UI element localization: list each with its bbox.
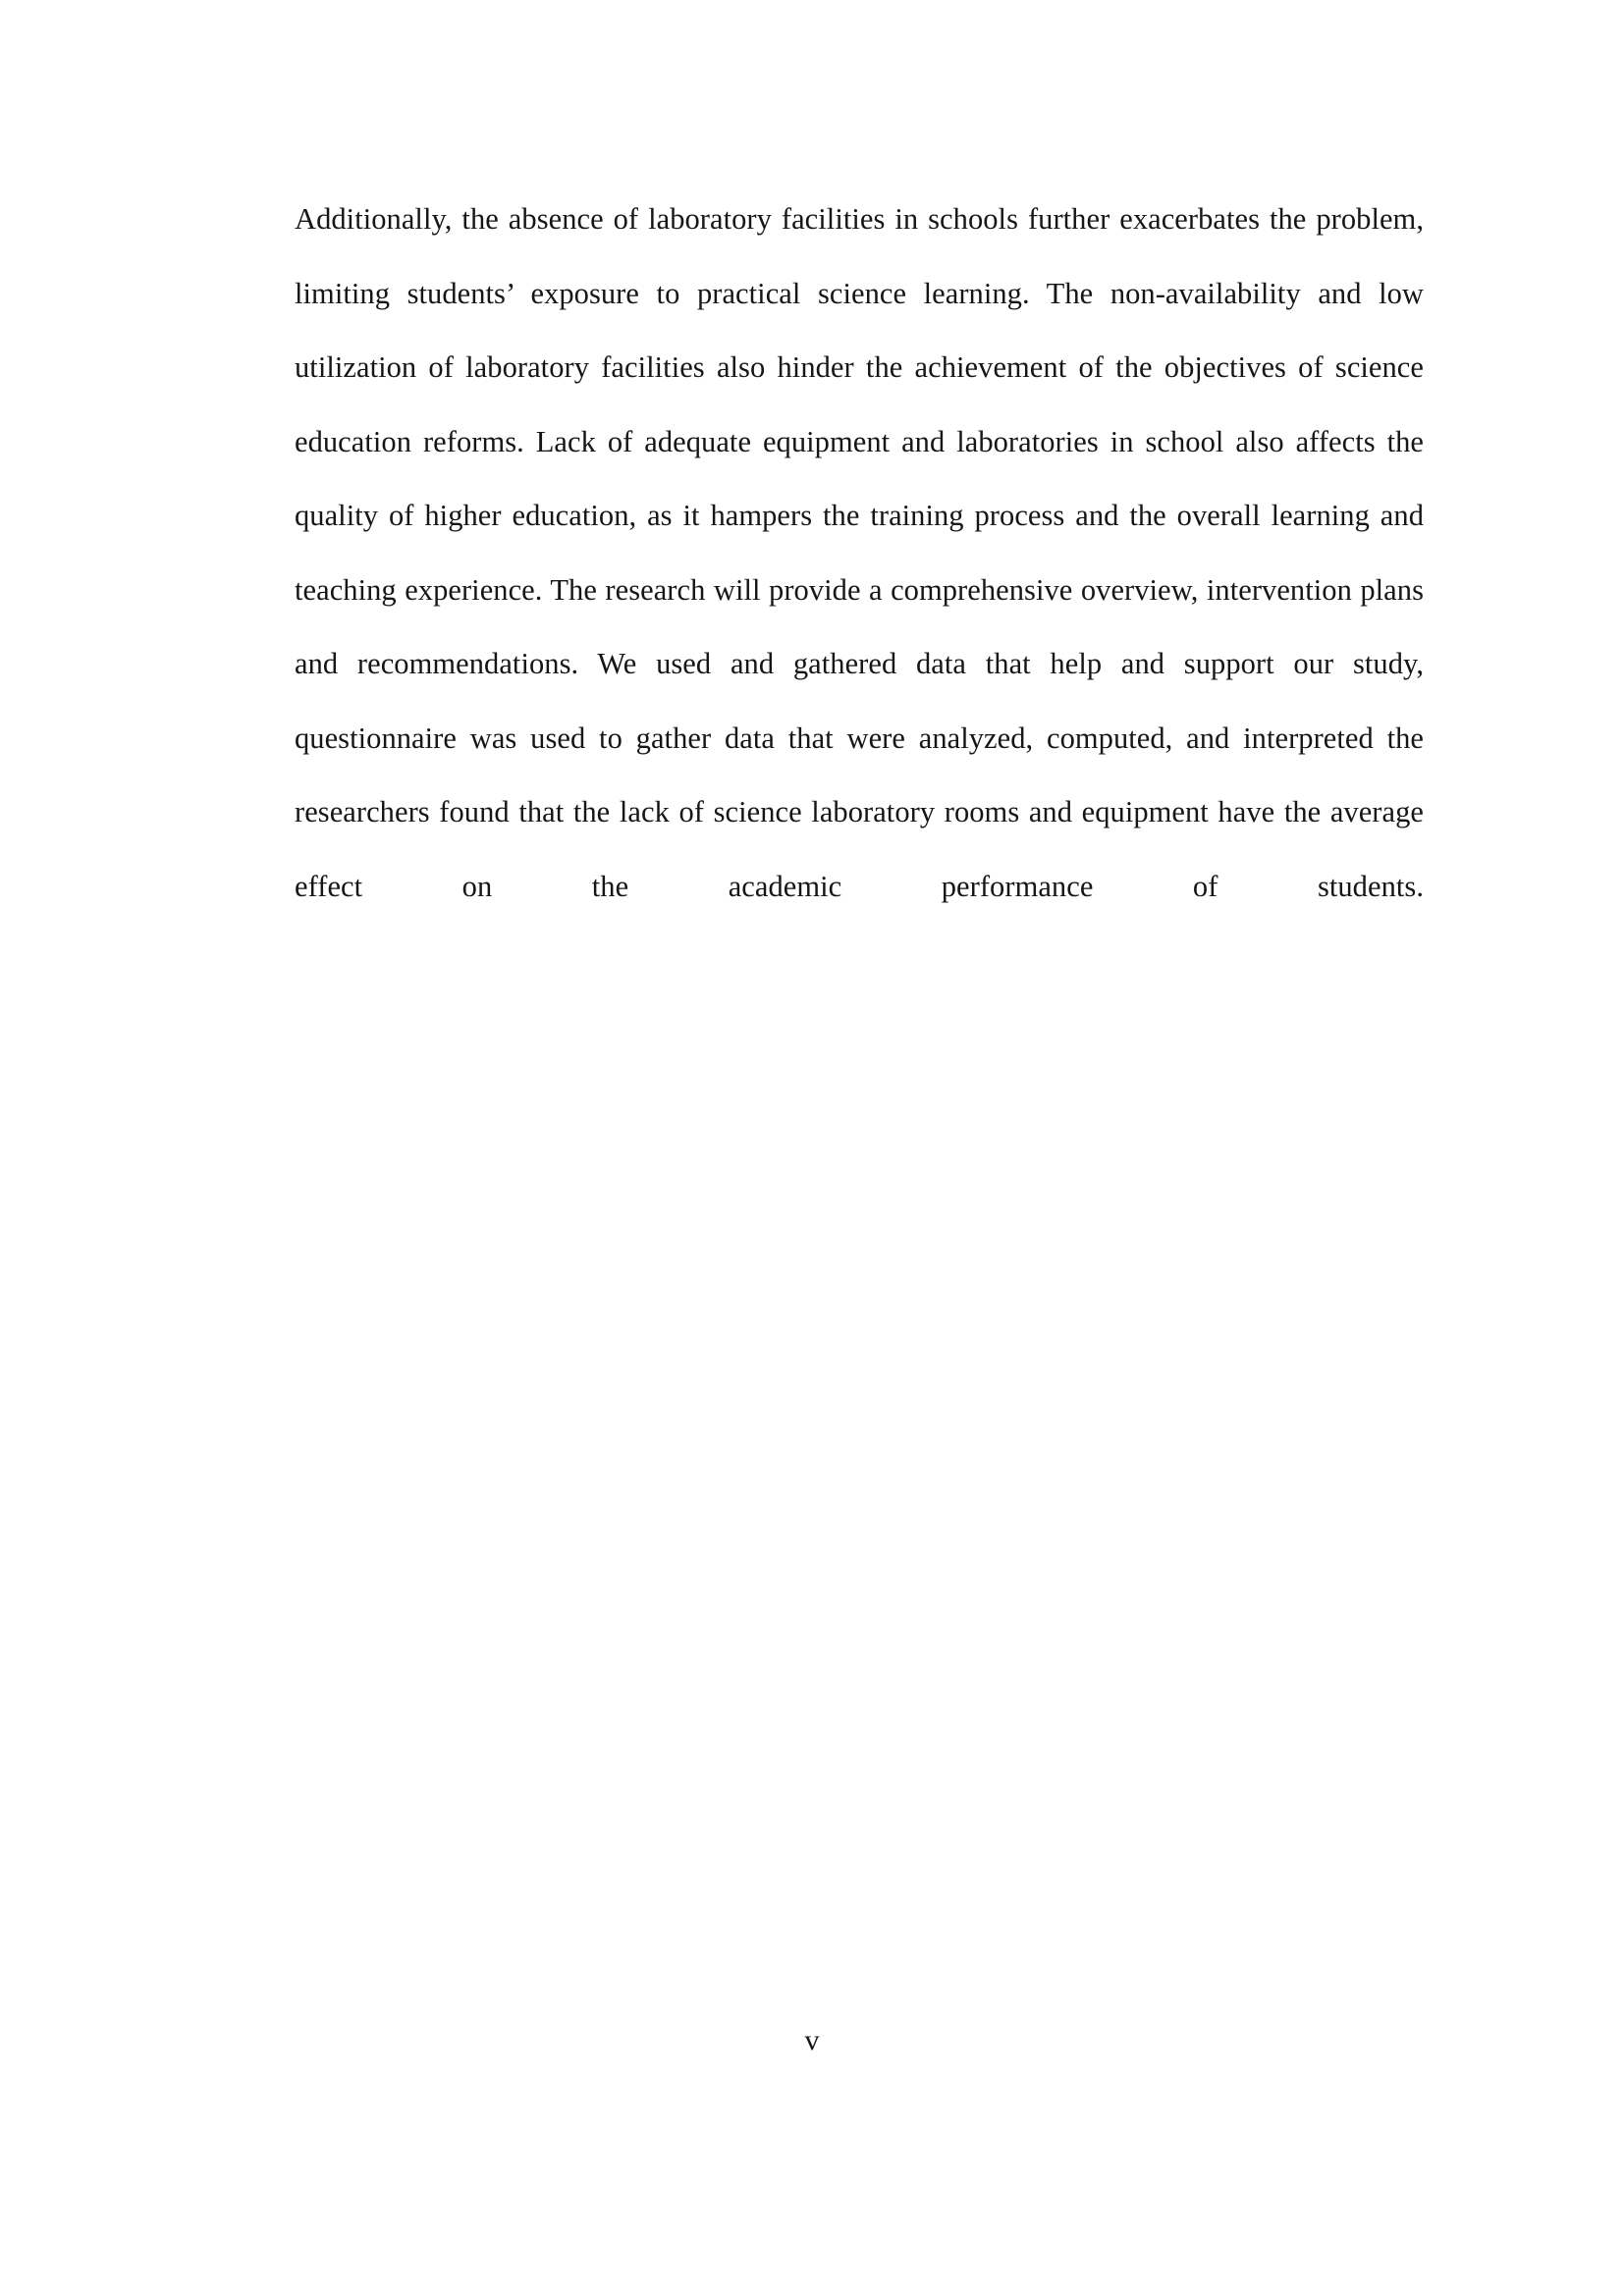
body-paragraph: Additionally, the absence of laboratory facilities in schools further exacerbates the problem, limiting students’ exposure to practical science learning. The non-availability and low utilization of laboratory facilities also hinder the achievement of the objectives of science education reforms. Lack of adequate equipment and laboratories in school also affects the quality of higher education, as it hampers the training process and the overall learning and teaching experience. The research will provide a comprehensive overview, intervention plans and recommendations. We used and gathered data that help and support our study, questionnaire was used to gather data that were analyzed, computed, and interpreted the researchers found that the lack of science laboratory rooms and equipment have the average effect on the academic performance of students. bbox=[295, 202, 1424, 903]
page-content-area bbox=[295, 183, 1424, 998]
page-number: v bbox=[804, 2024, 820, 2056]
